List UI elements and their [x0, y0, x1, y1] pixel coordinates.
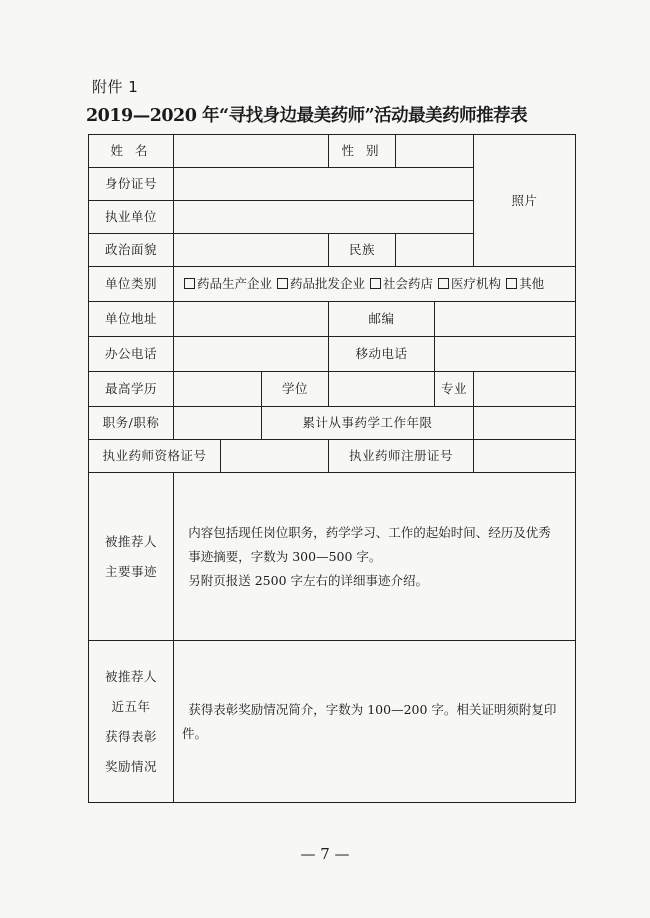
- gender-label: 性 别: [329, 135, 396, 168]
- degree-label: 学位: [262, 372, 329, 407]
- ethnicity-field[interactable]: [396, 234, 474, 267]
- major-label: 专业: [435, 372, 474, 407]
- id-number-label: 身份证号: [89, 168, 174, 201]
- unit-address-field[interactable]: [174, 302, 329, 337]
- checkbox-icon: [506, 278, 517, 289]
- mobile-label: 移动电话: [329, 337, 435, 372]
- postcode-label: 邮编: [329, 302, 435, 337]
- awards-field[interactable]: [174, 641, 576, 803]
- checkbox-icon: [370, 278, 381, 289]
- years-pharmacy-label: 累计从事药学工作年限: [262, 407, 474, 440]
- reg-number-label: 执业药师注册证号: [329, 440, 474, 473]
- education-label: 最高学历: [89, 372, 174, 407]
- ethnicity-label: 民族: [329, 234, 396, 267]
- years-pharmacy-field[interactable]: [474, 407, 576, 440]
- unit-type-option[interactable]: 药品批发企业: [277, 276, 365, 291]
- checkbox-icon: [438, 278, 449, 289]
- cert-number-field[interactable]: [221, 440, 329, 473]
- education-field[interactable]: [174, 372, 262, 407]
- unit-type-option[interactable]: 医疗机构: [438, 276, 501, 291]
- recommendation-form-table: [88, 134, 576, 803]
- main-deeds-field[interactable]: [174, 473, 576, 641]
- employer-field[interactable]: [174, 201, 474, 234]
- cert-number-label: 执业药师资格证号: [89, 440, 221, 473]
- unit-type-options: [174, 267, 576, 302]
- unit-type-option[interactable]: 药品生产企业: [184, 276, 272, 291]
- main-deeds-text-2: 事迹摘要，字数为 300—500 字。: [188, 548, 382, 564]
- mobile-field[interactable]: [435, 337, 576, 372]
- major-field[interactable]: [474, 372, 576, 407]
- main-deeds-label: 被推荐人 主要事迹: [89, 473, 174, 641]
- unit-type-option[interactable]: 其他: [506, 276, 544, 291]
- name-field[interactable]: [174, 135, 329, 168]
- position-label: 职务/职称: [89, 407, 174, 440]
- gender-field[interactable]: [396, 135, 474, 168]
- office-phone-field[interactable]: [174, 337, 329, 372]
- page-number: — 7 —: [300, 845, 350, 863]
- checkbox-icon: [184, 278, 195, 289]
- id-number-field[interactable]: [174, 168, 474, 201]
- name-label: 姓 名: [89, 135, 174, 168]
- checkbox-icon: [277, 278, 288, 289]
- position-field[interactable]: [174, 407, 262, 440]
- postcode-field[interactable]: [435, 302, 576, 337]
- main-deeds-text-1: 内容包括现任岗位职务，药学学习、工作的起始时间、经历及优秀: [188, 524, 551, 540]
- unit-type-label: 单位类别: [89, 267, 174, 302]
- reg-number-field[interactable]: [474, 440, 576, 473]
- degree-field[interactable]: [329, 372, 435, 407]
- photo-label: 照片: [511, 192, 538, 208]
- awards-label: 被推荐人 近五年 获得表彰 奖励情况: [89, 641, 174, 803]
- political-field[interactable]: [174, 234, 329, 267]
- awards-text: 获得表彰奖励情况简介，字数为 100—200 字。相关证明须附复印件。: [182, 701, 557, 741]
- photo-cell[interactable]: [474, 135, 576, 267]
- form-title: 2019—2020 年“寻找身边最美药师”活动最美药师推荐表: [86, 106, 528, 126]
- political-label: 政治面貌: [89, 234, 174, 267]
- unit-address-label: 单位地址: [89, 302, 174, 337]
- main-deeds-text-3: 另附页报送 2500 字左右的详细事迹介绍。: [188, 572, 429, 588]
- attachment-label: 附件 1: [92, 78, 139, 96]
- unit-type-option[interactable]: 社会药店: [370, 276, 433, 291]
- employer-label: 执业单位: [89, 201, 174, 234]
- office-phone-label: 办公电话: [89, 337, 174, 372]
